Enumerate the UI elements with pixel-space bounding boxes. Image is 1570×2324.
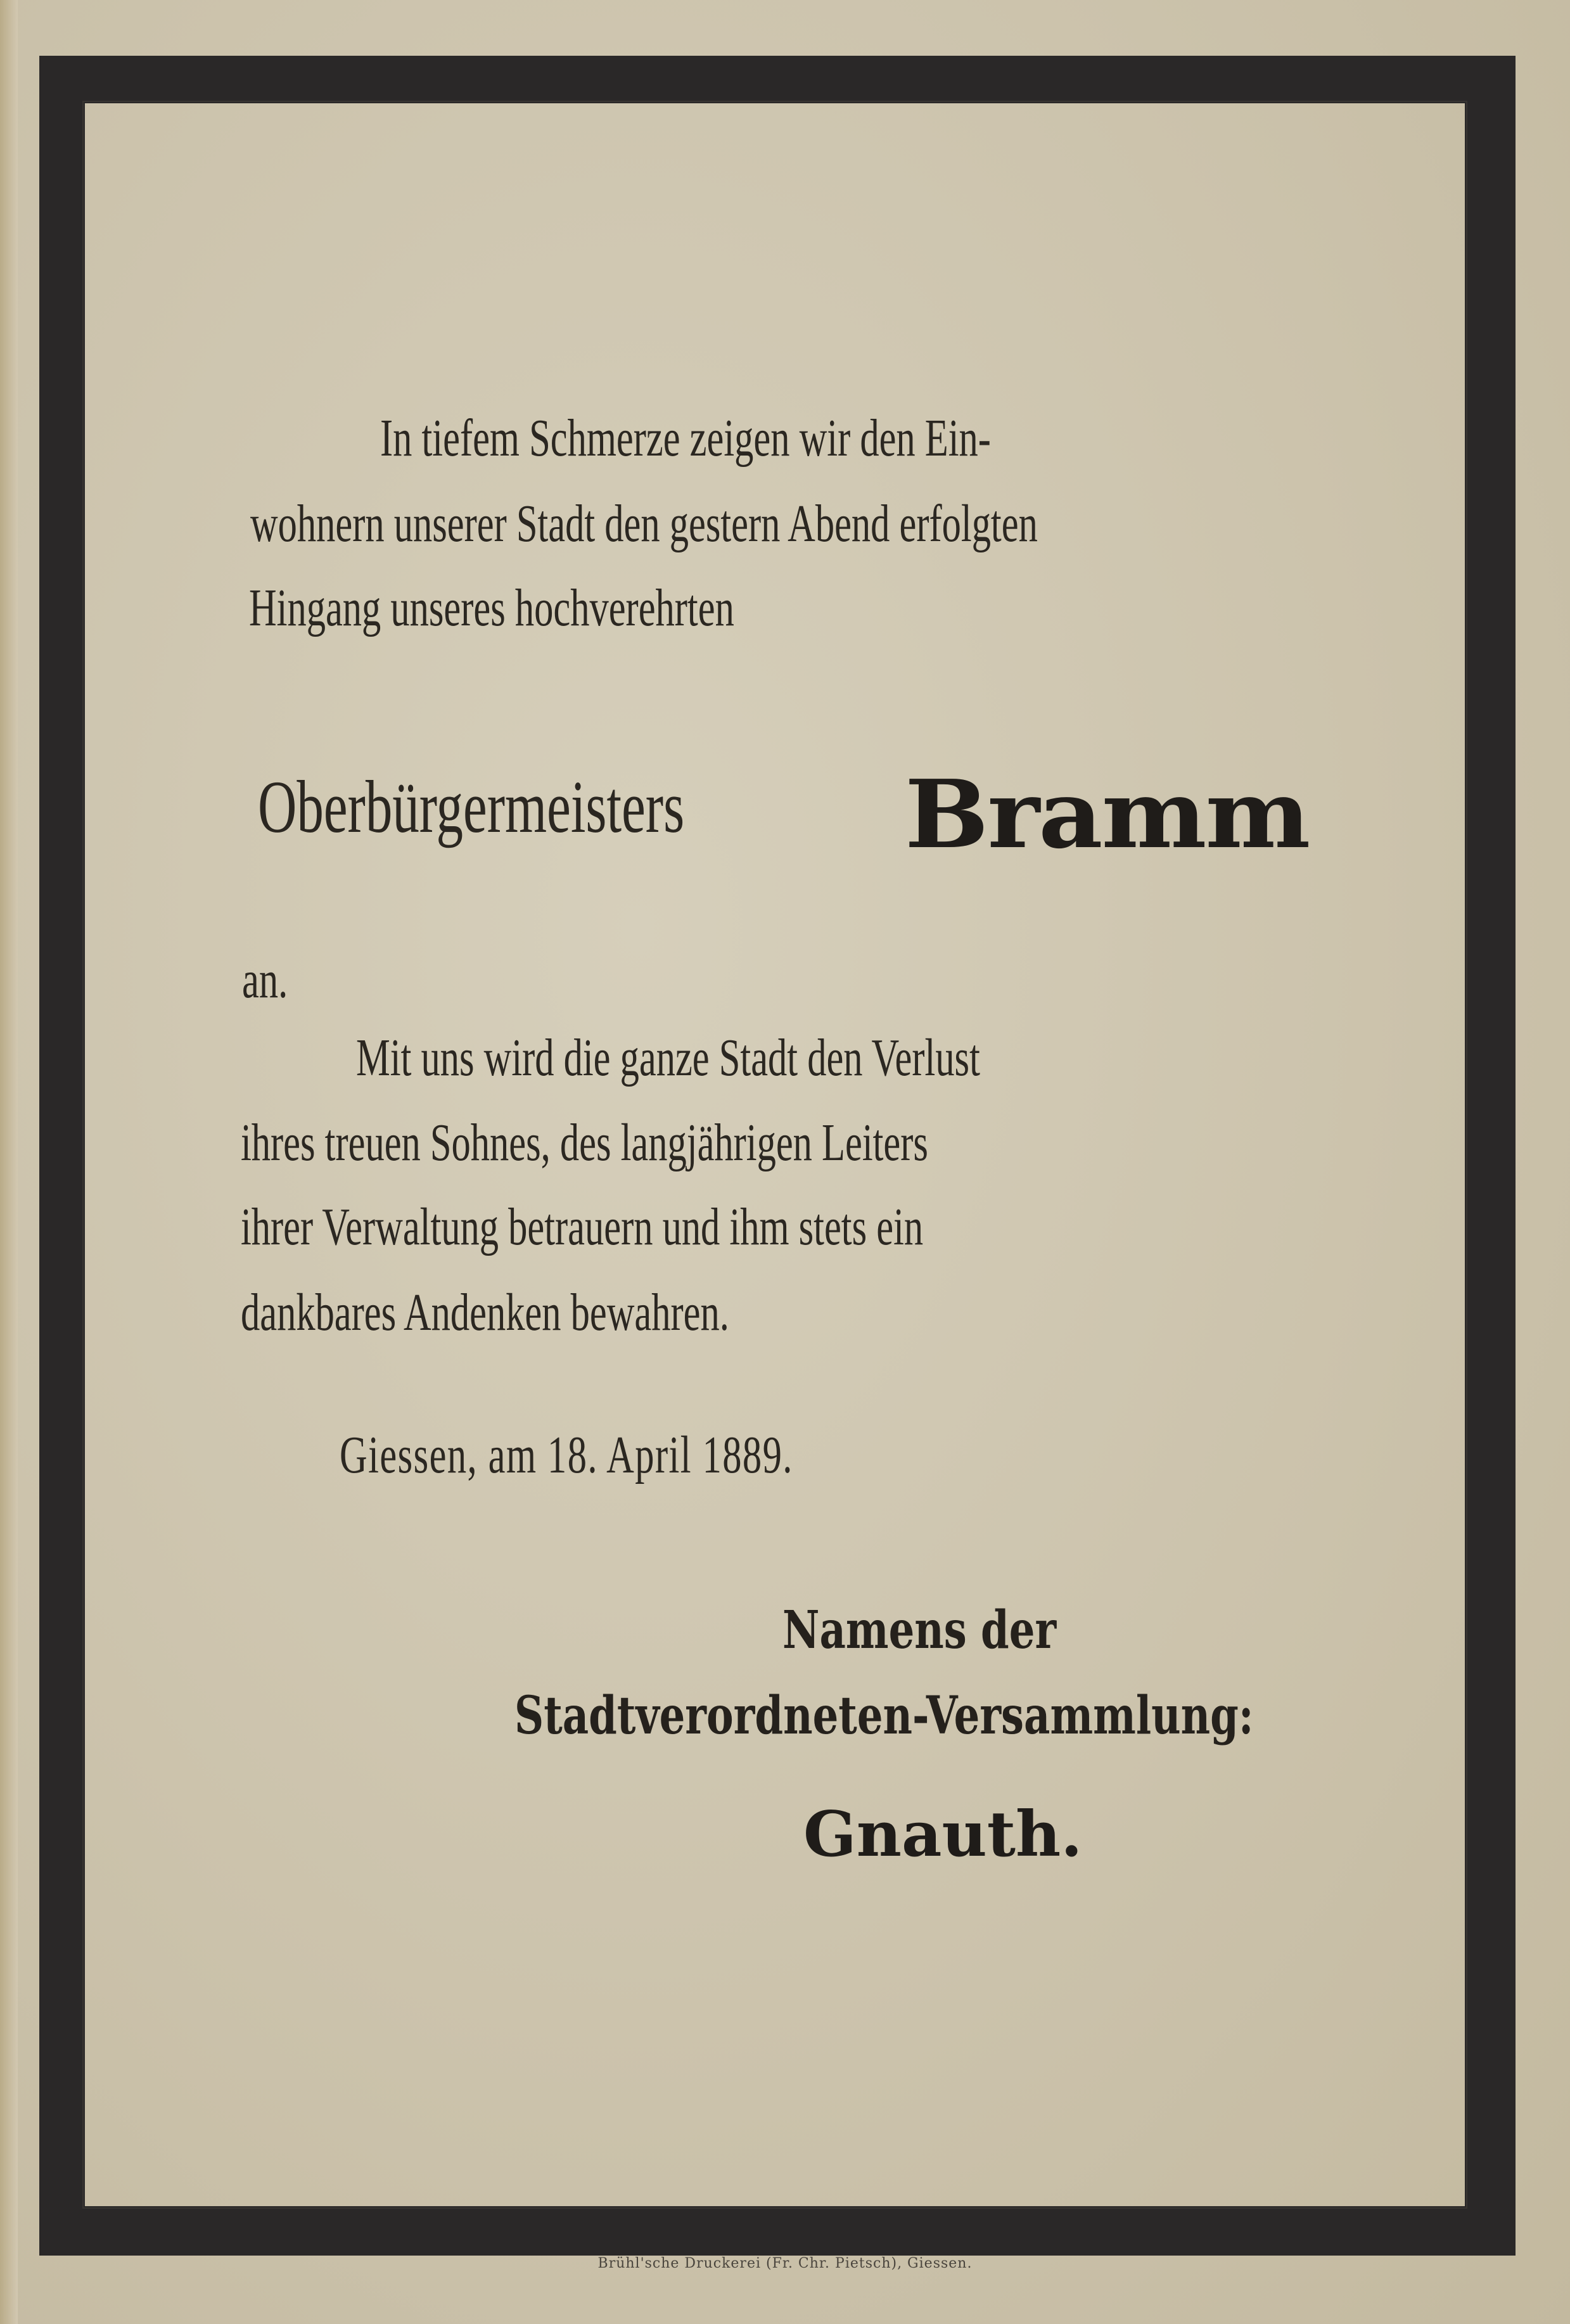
- paper-edge: [0, 0, 18, 2324]
- deceased-name: Bramm: [905, 759, 1310, 869]
- body-line-3: ihrer Verwaltung betrauern und ihm stets ein: [241, 1197, 924, 1256]
- body-line-1: Mit uns wird die ganze Stadt den Verlust: [356, 1028, 980, 1087]
- body-line-2: ihres treuen Sohnes, des langjährigen Leiters: [241, 1113, 928, 1172]
- signature-line-1: Namens der: [782, 1600, 1057, 1661]
- signature-line-2: Stadtverordneten-Versammlung:: [514, 1685, 1254, 1746]
- intro-line-1: In tiefem Schmerze zeigen wir den Ein-: [380, 409, 991, 468]
- body-line-4: dankbares Andenken bewahren.: [241, 1283, 729, 1342]
- suffix-text: an.: [242, 950, 288, 1009]
- printer-imprint: Brühl'sche Druckerei (Fr. Chr. Pietsch), Giessen.: [597, 2256, 973, 2271]
- signature-name: Gnauth.: [803, 1798, 1083, 1871]
- title-prefix: Oberbürgermeisters: [258, 765, 685, 848]
- intro-line-2: wohnern unserer Stadt den gestern Abend erfolgten: [250, 494, 1038, 553]
- intro-line-3: Hingang unseres hochverehrten: [249, 578, 734, 637]
- place-date: Giessen, am 18. April 1889.: [340, 1426, 793, 1484]
